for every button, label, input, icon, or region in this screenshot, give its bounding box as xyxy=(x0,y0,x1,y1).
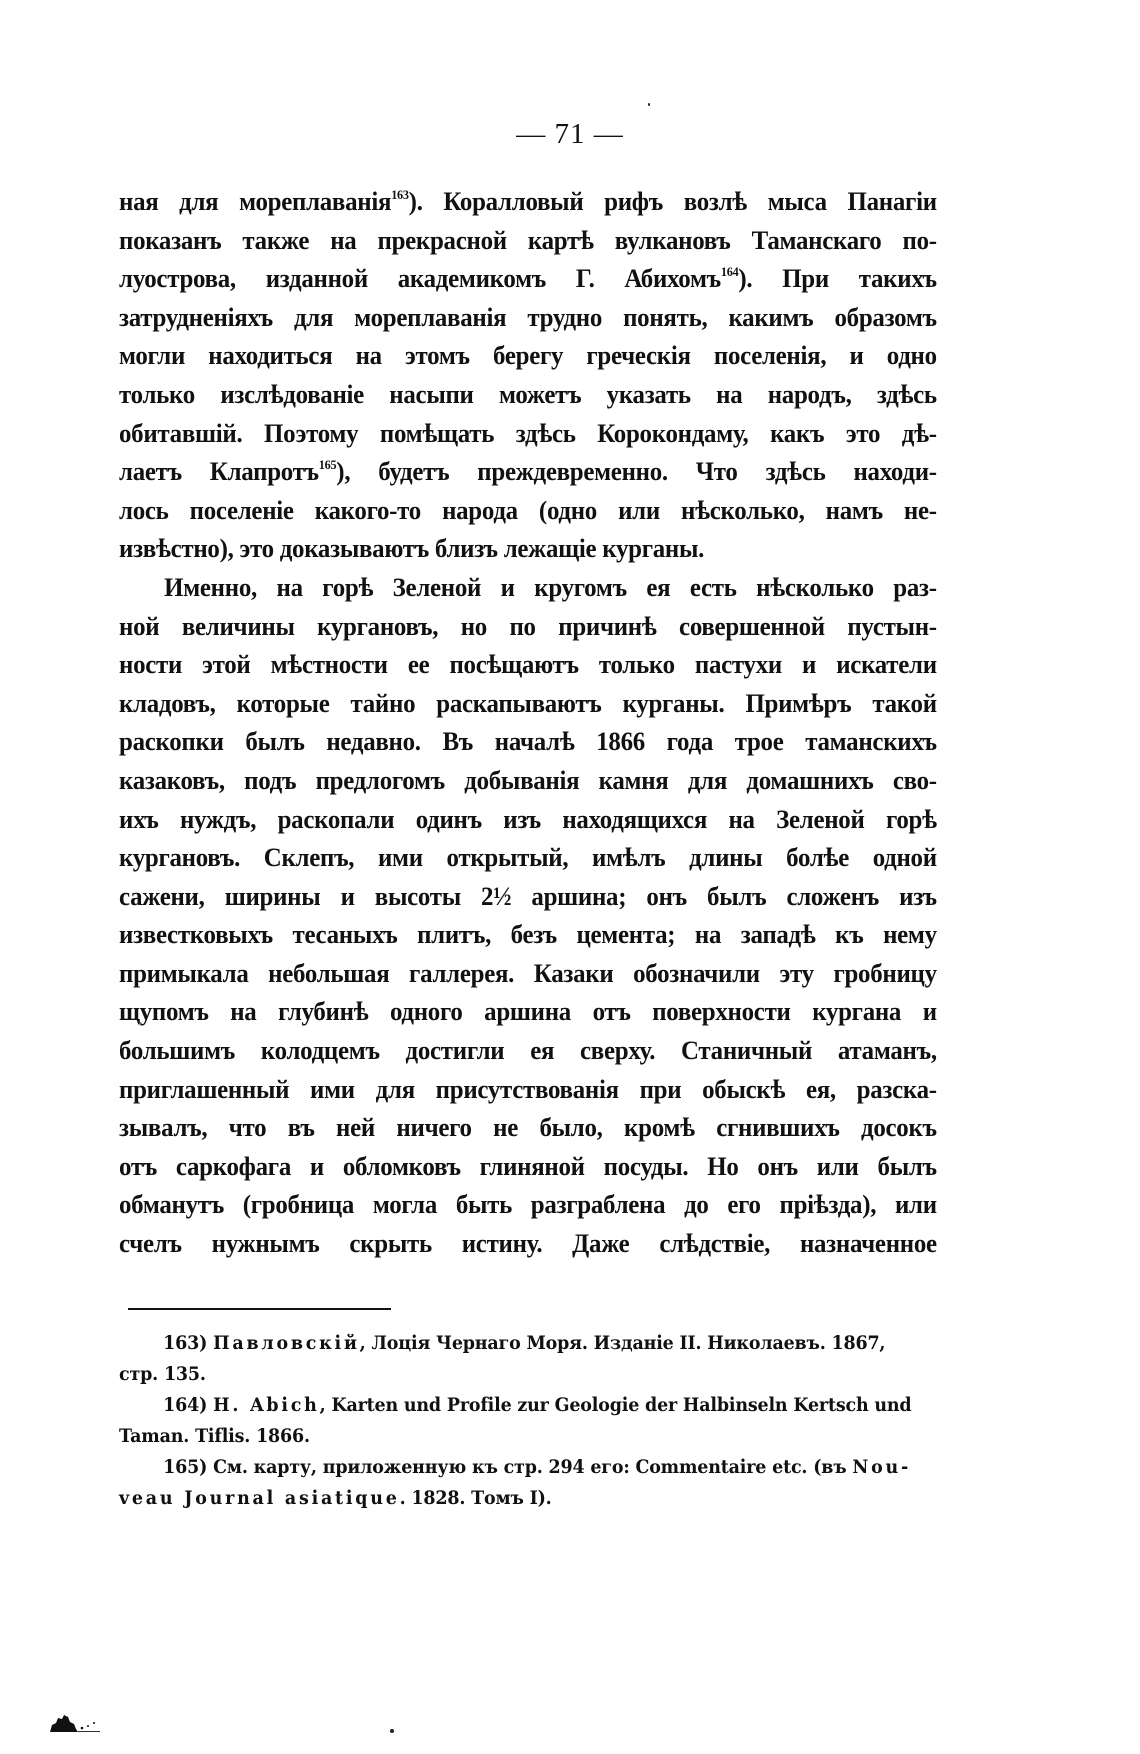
text-line: луострова, изданной академикомъ Г. Абихомъ$^{164}$). При такихъ xyxy=(119,263,937,294)
text-line: кладовъ, которые тайно раскапываютъ курганы. Примѣръ такой xyxy=(119,687,937,718)
page-number: — 71 — xyxy=(516,118,624,150)
text-line: ности этой мѣстности ее посѣщаютъ только пастухи и искатели xyxy=(119,649,937,680)
ink-speck xyxy=(648,103,650,106)
footnote-number: 165) xyxy=(163,1456,208,1478)
text-line: могли находиться на этомъ берегу греческія поселенія, и одно xyxy=(119,340,937,371)
footnote-author: Павловскій xyxy=(213,1332,360,1354)
text-line: затрудненіяхъ для мореплаванія трудно понять, какимъ образомъ xyxy=(119,301,937,332)
text-line: раскопки былъ недавно. Въ началѣ 1866 года трое таманскихъ xyxy=(119,726,937,757)
footnote-163: 163) Павловскій, Лоція Чернаго Моря. Изданіе II. Николаевъ. 1867, xyxy=(163,1332,886,1354)
text-line: лось поселеніе какого-то народа (одно или нѣсколько, намъ не- xyxy=(119,494,937,525)
text-line: только изслѣдованіе насыпи можетъ указать на народъ, здѣсь xyxy=(119,378,937,409)
footnote-separator xyxy=(128,1308,391,1310)
footnote-165: 165) См. карту, приложенную къ стр. 294 его: Commentaire etc. (въ Nou- xyxy=(163,1456,912,1478)
text-line: казаковъ, подъ предлогомъ добыванія камня для домашнихъ сво- xyxy=(119,764,937,795)
text-line: зывалъ, что въ ней ничего не было, кромѣ сгнившихъ досокъ xyxy=(119,1112,937,1143)
footnote-number: 163) xyxy=(163,1332,208,1354)
footnote-ref-164[interactable]: 164 xyxy=(720,264,739,280)
footnote-number: 164) xyxy=(163,1394,208,1416)
fraction: ½ xyxy=(493,881,512,911)
text-line: ная для мореплаванія$^{163}$). Коралловый рифъ возлѣ мыса Панагіи xyxy=(119,186,937,216)
paragraph-end-line: извѣстно), это доказываютъ близъ лежащіе курганы. xyxy=(119,533,705,564)
paragraph-start-line: Именно, на горѣ Зеленой и кругомъ ея есть нѣсколько раз- xyxy=(164,571,937,602)
text-line: счелъ нужнымъ скрыть истину. Даже слѣдствіе, назначенное xyxy=(119,1228,937,1259)
text-line: щупомъ на глубинѣ одного аршина отъ поверхности кургана и xyxy=(119,996,937,1027)
footnote-164: 164) H. Abich, Karten und Profile zur Geologie der Halbinseln Kertsch und xyxy=(163,1394,912,1416)
footnote-165-cont: veau Journal asiatique. 1828. Томъ I). xyxy=(119,1487,552,1509)
text-line: большимъ колодцемъ достигли ея сверху. Станичный атаманъ, xyxy=(119,1035,937,1066)
footnote-ref-165[interactable]: 165 xyxy=(318,457,337,473)
body-text xyxy=(119,182,937,1263)
text-line: показанъ также на прекрасной картѣ вулкановъ Таманскаго по- xyxy=(119,224,937,255)
text-line: обитавшій. Поэтому помѣщать здѣсь Корокондаму, какъ это дѣ- xyxy=(119,417,937,448)
text-line: обманутъ (гробница могла быть разграблена до его пріѣзда), или xyxy=(119,1189,937,1220)
ink-speck xyxy=(390,1729,394,1733)
text-line: ной величины кургановъ, но по причинѣ совершенной пустын- xyxy=(119,610,937,641)
text-line: приглашенный ими для присутствованія при обыскѣ ея, разска- xyxy=(119,1073,937,1104)
text-line: известковыхъ тесаныхъ плитъ, безъ цемента; на западѣ къ нему xyxy=(119,919,937,950)
footnotes xyxy=(119,1328,937,1514)
text-line: ихъ нуждъ, раскопали одинъ изъ находящихся на Зеленой горѣ xyxy=(119,803,937,834)
text-line: сажени, ширины и высоты 2½ аршина; онъ былъ сложенъ изъ xyxy=(119,880,937,911)
footnote-164-cont: Taman. Tiflis. 1866. xyxy=(119,1425,310,1447)
text-line: отъ саркофага и обломковъ глиняной посуды. Но онъ или былъ xyxy=(119,1150,937,1181)
text-line: лаетъ Клапротъ$^{165}$), будетъ преждевременно. Что здѣсь находи- xyxy=(119,456,937,487)
footnote-163-cont: стр. 135. xyxy=(119,1363,206,1385)
ink-blot-mark xyxy=(48,1713,103,1733)
footnote-author: H. Abich xyxy=(213,1394,320,1416)
text-line: примыкала небольшая галлерея. Казаки обозначили эту гробницу xyxy=(119,957,937,988)
footnote-ref-163[interactable]: 163 xyxy=(391,187,409,202)
text-line: кургановъ. Склепъ, ими открытый, имѣлъ длины болѣе одной xyxy=(119,842,937,873)
